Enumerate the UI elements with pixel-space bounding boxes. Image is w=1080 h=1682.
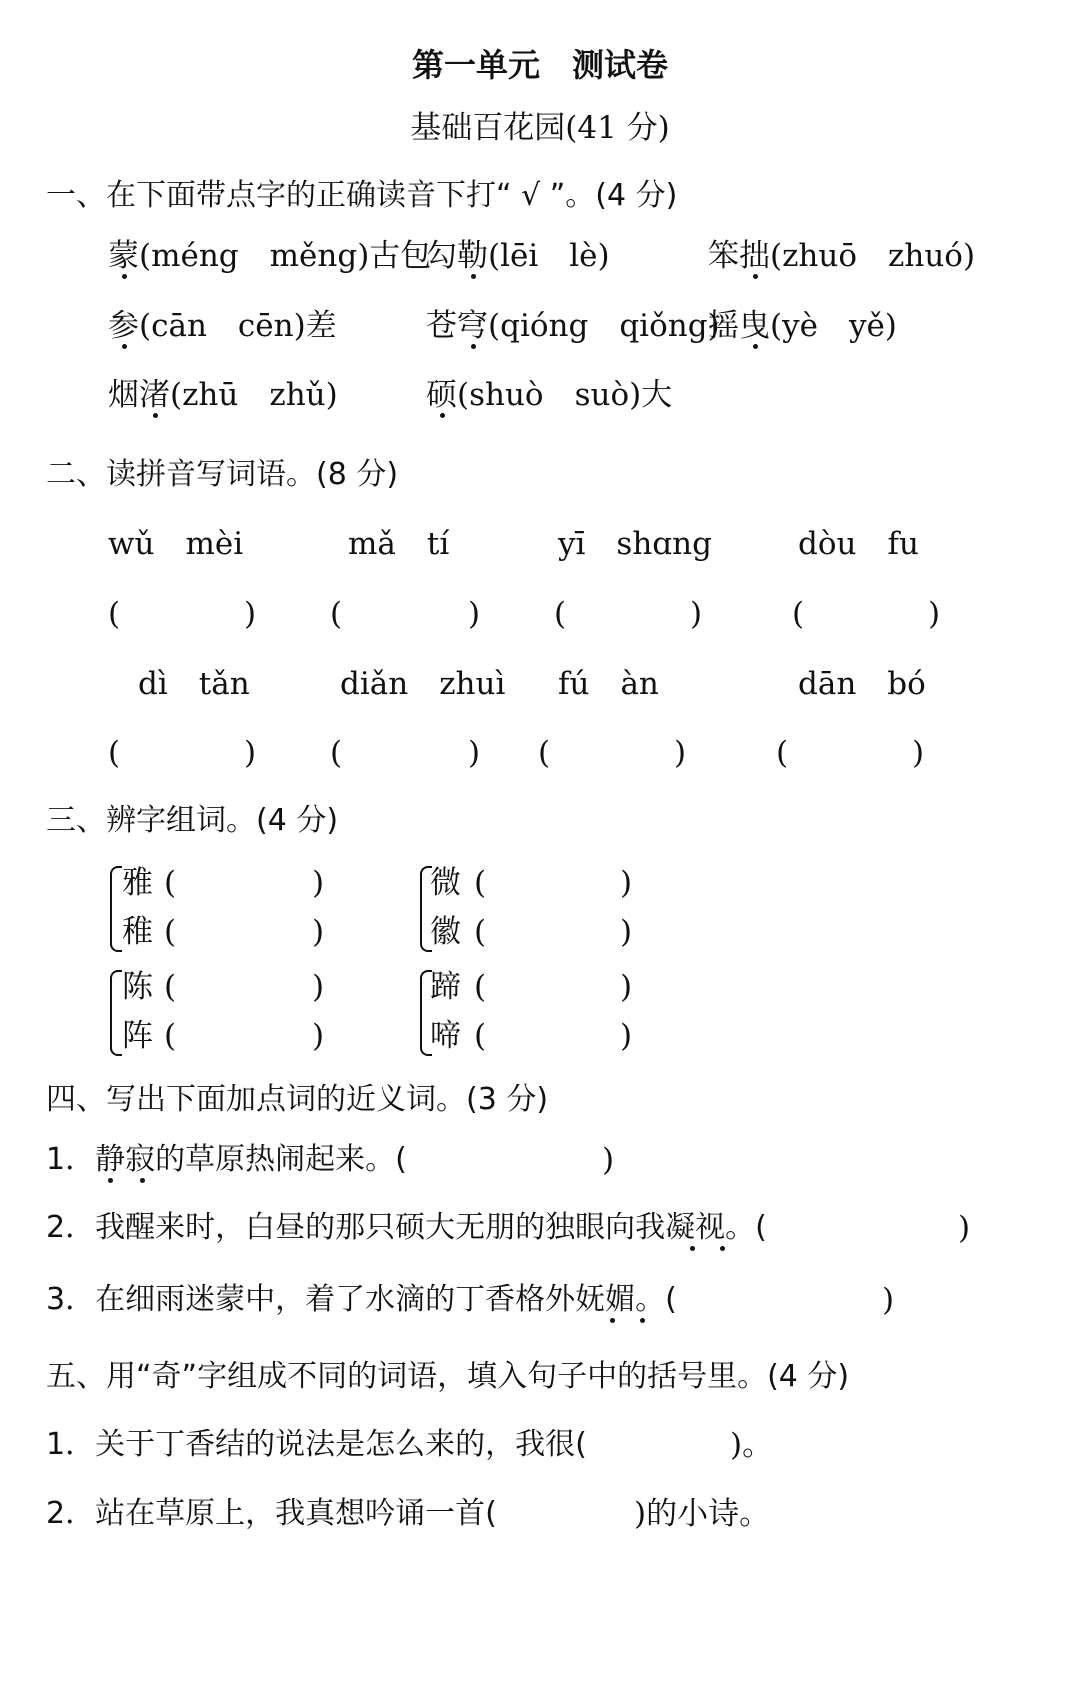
pinyin-prompt: yī shɑng: [558, 526, 712, 562]
answer-paren-open[interactable]: (: [164, 1018, 177, 1054]
answer-paren-open[interactable]: (: [108, 735, 121, 771]
emphasis-dot: [140, 1178, 145, 1183]
answer-paren-open[interactable]: (: [474, 914, 487, 950]
section-4-heading: 四、写出下面加点词的近义词。(3 分): [46, 1082, 549, 1117]
emphasis-dot: [610, 1318, 615, 1323]
char: 雅: [122, 865, 153, 901]
emphasis-dot: [753, 274, 758, 279]
answer-paren-open[interactable]: (: [474, 1018, 487, 1054]
answer-paren-close[interactable]: ): [312, 914, 325, 950]
answer-paren-open[interactable]: (: [554, 596, 567, 632]
answer-paren-close[interactable]: ): [620, 969, 633, 1005]
answer-paren-open[interactable]: (: [164, 914, 177, 950]
s1-item: 参(cān cēn)差: [108, 308, 337, 344]
emphasis-dot: [471, 344, 476, 349]
char: 徽: [430, 914, 461, 950]
s4-item: 3．在细雨迷蒙中，着了水滴的丁香格外妩媚。(: [46, 1282, 677, 1317]
answer-paren-close[interactable]: ): [620, 865, 633, 901]
section-5-heading: 五、用“奇”字组成不同的词语，填入句子中的括号里。(4 分): [46, 1359, 850, 1394]
s1-item: 烟渚(zhū zhǔ): [108, 377, 338, 413]
pinyin-prompt: fú àn: [558, 666, 659, 702]
char: 蹄: [430, 969, 461, 1005]
answer-paren-close[interactable]: ): [244, 735, 257, 771]
section-3-heading: 三、辨字组词。(4 分): [46, 803, 339, 838]
group-brace: [110, 970, 122, 1056]
emphasis-dot: [122, 344, 127, 349]
pinyin-prompt: diǎn zhuì: [340, 666, 506, 702]
answer-paren-open[interactable]: (: [792, 596, 805, 632]
s1-item: 苍穹(qióng qiǒng): [426, 308, 720, 344]
answer-paren-open[interactable]: (: [330, 596, 343, 632]
emphasis-dot: [720, 1246, 725, 1251]
section-1-heading: 一、在下面带点字的正确读音下打“ √ ”。(4 分): [46, 178, 678, 213]
answer-paren-close[interactable]: ): [958, 1210, 971, 1246]
s5-item-tail[interactable]: )的小诗。: [634, 1496, 771, 1532]
char: 稚: [122, 914, 153, 950]
s4-item: 1．静寂的草原热闹起来。(: [46, 1142, 407, 1177]
char: 啼: [430, 1018, 461, 1054]
emphasis-dot: [753, 344, 758, 349]
char: 陈: [122, 969, 153, 1005]
answer-paren-open[interactable]: (: [164, 865, 177, 901]
answer-paren-close[interactable]: ): [928, 596, 941, 632]
answer-paren-open[interactable]: (: [164, 969, 177, 1005]
emphasis-dot: [153, 413, 158, 418]
pinyin-prompt: dòu fu: [798, 526, 919, 562]
answer-paren-close[interactable]: ): [674, 735, 687, 771]
emphasis-dot: [640, 1318, 645, 1323]
s1-item: 蒙(méng měng)古包: [108, 238, 432, 274]
answer-paren-close[interactable]: ): [912, 735, 925, 771]
answer-paren-close[interactable]: ): [620, 1018, 633, 1054]
emphasis-dot: [440, 413, 445, 418]
group-brace: [110, 866, 122, 952]
pinyin-prompt: mǎ tí: [348, 526, 450, 562]
pinyin-prompt: dì tǎn: [138, 666, 250, 702]
emphasis-dot: [690, 1246, 695, 1251]
answer-paren-close[interactable]: ): [244, 596, 257, 632]
answer-paren-open[interactable]: (: [474, 865, 487, 901]
char: 阵: [122, 1018, 153, 1054]
emphasis-dot: [122, 274, 127, 279]
s1-item: 硕(shuò suò)大: [426, 377, 673, 413]
answer-paren-close[interactable]: ): [620, 914, 633, 950]
s5-item-tail[interactable]: )。: [730, 1427, 774, 1463]
pinyin-prompt: dān bó: [798, 666, 926, 702]
emphasis-dot: [108, 1178, 113, 1183]
answer-paren-close[interactable]: ): [312, 1018, 325, 1054]
answer-paren-open[interactable]: (: [330, 735, 343, 771]
answer-paren-open[interactable]: (: [538, 735, 551, 771]
section-2-heading: 二、读拼音写词语。(8 分): [46, 457, 399, 492]
s5-item-text: 2．站在草原上，我真想吟诵一首(: [46, 1496, 497, 1531]
answer-paren-close[interactable]: ): [882, 1282, 895, 1318]
s1-item: 笨拙(zhuō zhuó): [708, 238, 976, 274]
char: 微: [430, 865, 461, 901]
answer-paren-close[interactable]: ): [690, 596, 703, 632]
pinyin-prompt: wǔ mèi: [108, 526, 244, 562]
answer-paren-close[interactable]: ): [312, 969, 325, 1005]
answer-paren-close[interactable]: ): [312, 865, 325, 901]
s5-item-text: 1．关于丁香结的说法是怎么来的，我很(: [46, 1427, 587, 1462]
s1-item: 勾勒(lēi lè): [426, 238, 610, 274]
answer-paren-close[interactable]: ): [468, 735, 481, 771]
answer-paren-open[interactable]: (: [474, 969, 487, 1005]
page-subtitle: 基础百花园(41 分): [410, 110, 670, 146]
emphasis-dot: [471, 274, 476, 279]
answer-paren-open[interactable]: (: [776, 735, 789, 771]
s1-item: 摇曳(yè yě): [708, 308, 897, 344]
answer-paren-open[interactable]: (: [108, 596, 121, 632]
answer-paren-close[interactable]: ): [468, 596, 481, 632]
s4-item: 2．我醒来时，白昼的那只硕大无朋的独眼向我凝视。(: [46, 1210, 767, 1245]
answer-paren-close[interactable]: ): [602, 1142, 615, 1178]
page-title: 第一单元 测试卷: [411, 46, 668, 84]
